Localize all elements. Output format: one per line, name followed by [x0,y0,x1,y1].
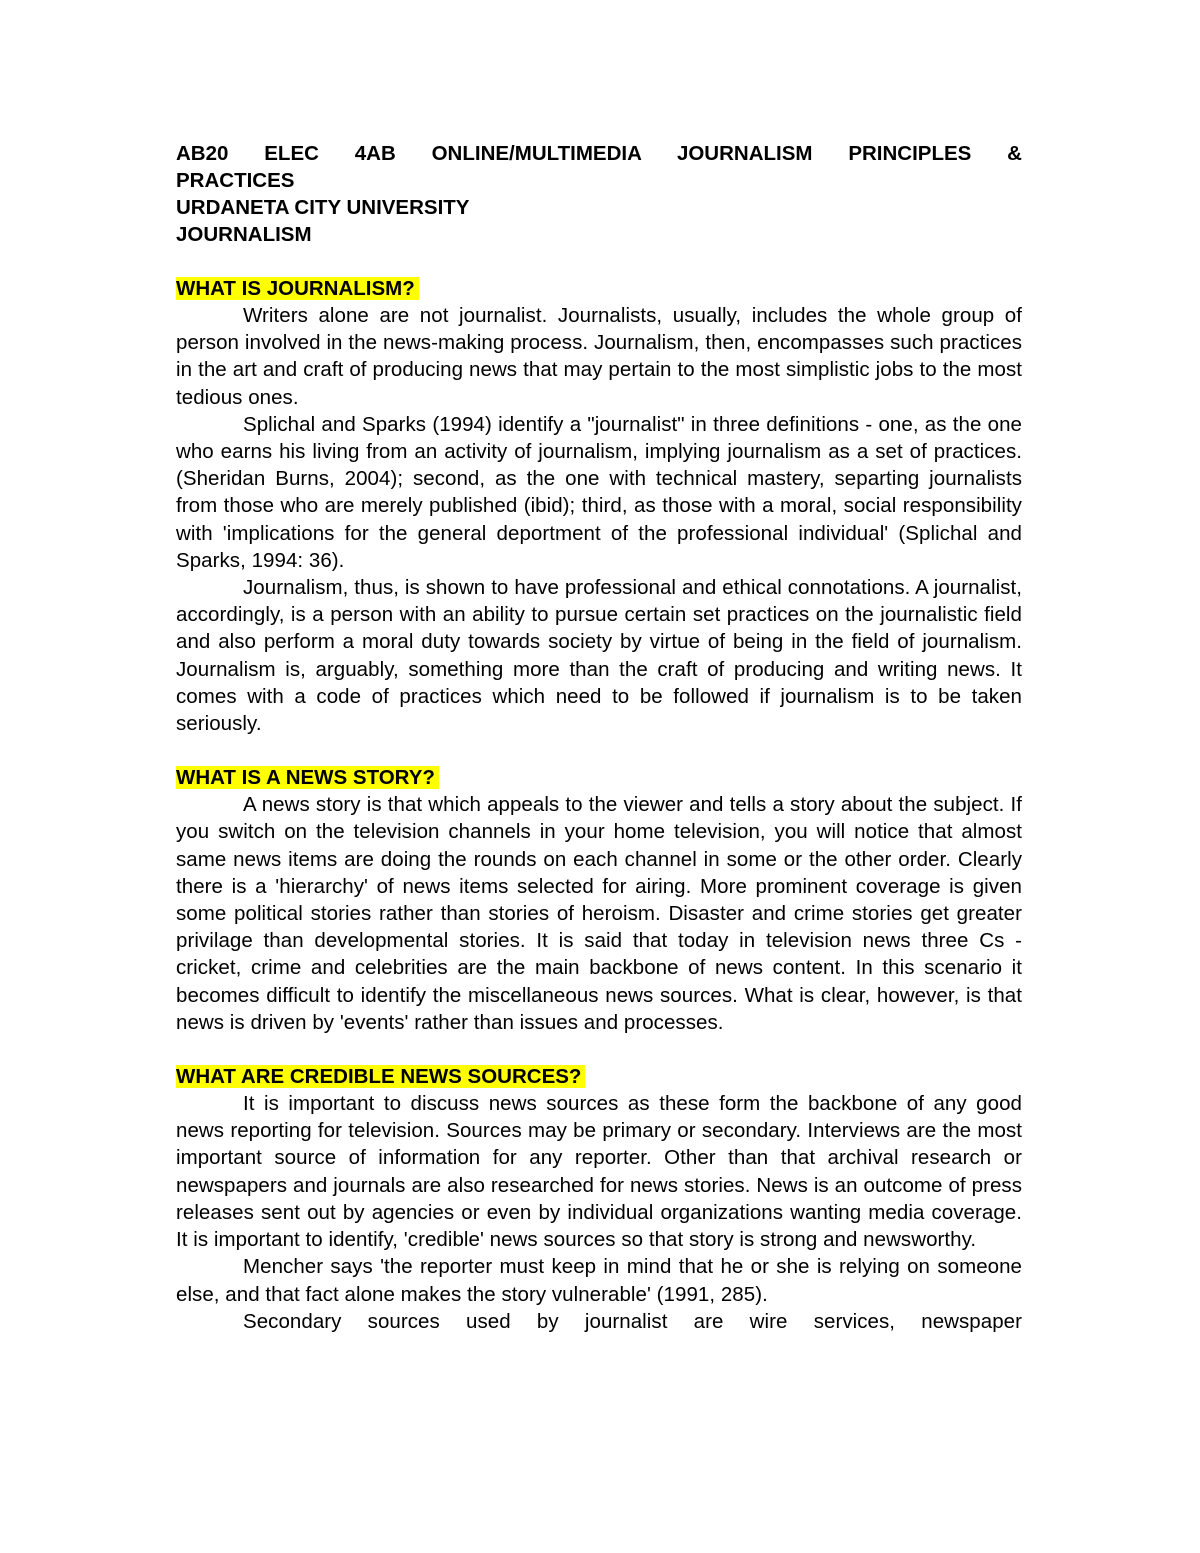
paragraph: It is important to discuss news sources as these form the backbone of any good news reporting for television. Sources may be primary or secondary. Interviews are the most important source of information for any reporter. Other than that archival research or newspapers and journals are also researched for news stories. News is an outcome of press releases sent out by agencies or even by individual organizations wanting media coverage. It is important to identify, 'credible' news sources so that story is strong and newsworthy. [176,1092,1022,1252]
section-heading-highlighted: WHAT ARE CREDIBLE NEWS SOURCES? [176,1065,585,1088]
paragraph: Journalism, thus, is shown to have professional and ethical connotations. A journalist, accordingly, is a person with an ability to pursue certain set practices on the journalistic field and also perform a moral duty towards society by virtue of being in the field of journalism. Journalism is, arguably, something more than the craft of producing and writing news. It comes with a code of practices which need to be followed if journalism is to be taken seriously. [176,576,1022,736]
section-credible-news-sources [176,1063,1022,1335]
section-what-is-a-news-story [176,764,1022,1036]
document-header [176,140,1022,248]
subject-title: JOURNALISM [176,223,312,246]
paragraph: A news story is that which appeals to the viewer and tells a story about the subject. If you switch on the television channels in your home television, you will notice that almost same news items are doing the rounds on each channel in some or the other order. Clearly there is a 'hierarchy' of news items selected for airing. More prominent coverage is given some political stories rather than stories of heroism. Disaster and crime stories get greater privilage than developmental stories. It is said that today in television news three Cs - cricket, crime and celebrities are the main backbone of news content. In this scenario it becomes difficult to identify the miscellaneous news sources. What is clear, however, is that news is driven by 'events' rather than issues and processes. [176,793,1022,1034]
course-title-line-2: PRACTICES [176,169,295,192]
section-heading-highlighted: WHAT IS JOURNALISM? [176,277,419,300]
document-page [176,140,1022,1335]
paragraph: Splichal and Sparks (1994) identify a "journalist" in three definitions - one, as the one who earns his living from an activity of journalism, implying journalism as a set of practices. (Sheridan Burns, 2004); second, as the one with technical mastery, separting journalists from those who are merely published (ibid); third, as those with a moral, social responsibility with 'implications for the general deportment of the professional individual' (Splichal and Sparks, 1994: 36). [176,412,1022,572]
paragraph-continued: Secondary sources used by journalist are wire services, newspaper [243,1309,1022,1333]
paragraph: Mencher says 'the reporter must keep in mind that he or she is relying on someone else, and that fact alone makes the story vulnerable' (1991, 285). [176,1255,1022,1306]
section-heading-highlighted: WHAT IS A NEWS STORY? [176,766,439,789]
course-title-line-1: AB20 ELEC 4AB ONLINE/MULTIMEDIA JOURNALISM PRINCIPLES & [176,142,1022,165]
university-name: URDANETA CITY UNIVERSITY [176,196,470,219]
paragraph: Writers alone are not journalist. Journalists, usually, includes the whole group of person involved in the news-making process. Journalism, then, encompasses such practices in the art and craft of producing news that may pertain to the most simplistic jobs to the most tedious ones. [176,304,1022,409]
section-what-is-journalism [176,275,1022,737]
